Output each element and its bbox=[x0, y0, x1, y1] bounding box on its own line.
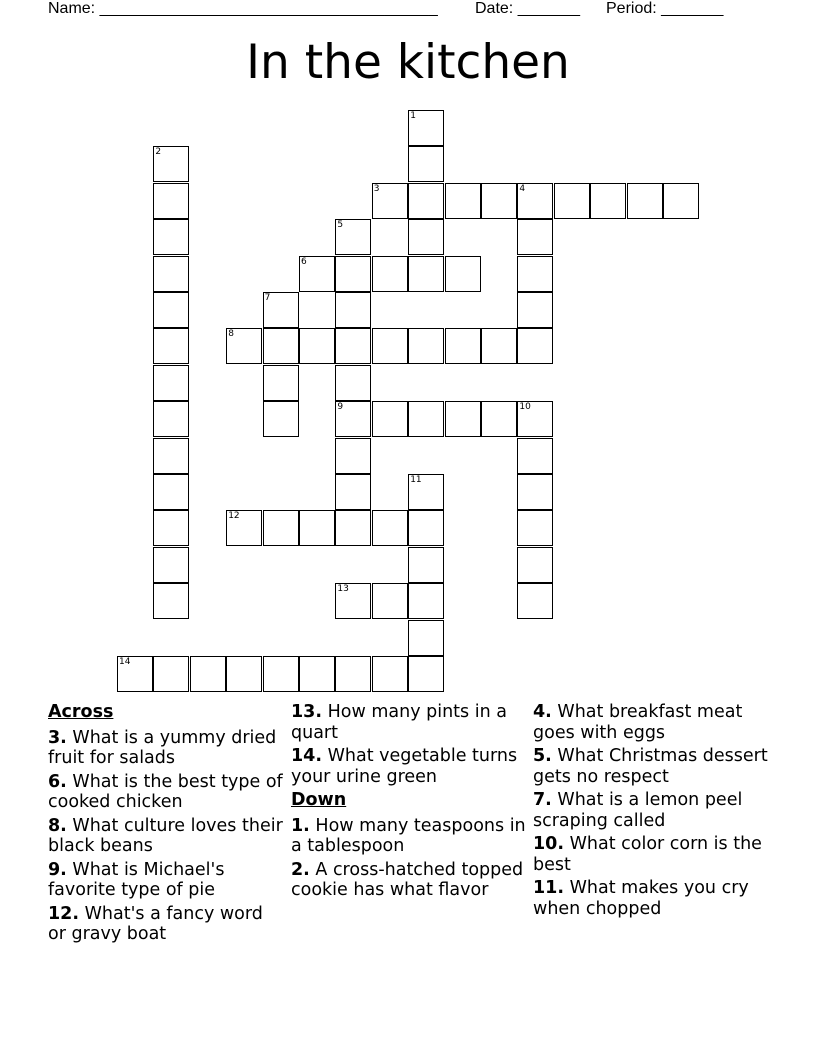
clue-down-2: 2. A cross-hatched topped cookie has what flavor bbox=[291, 859, 524, 900]
clue-down-10: 10. What color corn is the best bbox=[533, 834, 762, 875]
grid-cell[interactable] bbox=[408, 547, 444, 583]
grid-cell[interactable] bbox=[153, 328, 189, 364]
grid-cell[interactable] bbox=[335, 365, 371, 401]
clue-across-14: 14. What vegetable turns your urine green bbox=[291, 746, 518, 787]
grid-cell[interactable] bbox=[335, 583, 371, 619]
clues-column-2 bbox=[291, 702, 526, 904]
grid-cell[interactable] bbox=[335, 438, 371, 474]
grid-cell[interactable] bbox=[517, 256, 553, 292]
grid-cell[interactable] bbox=[517, 547, 553, 583]
grid-cell[interactable] bbox=[335, 292, 371, 328]
clue-down-5: 5. What Christmas dessert gets no respect bbox=[533, 746, 768, 787]
grid-cell[interactable] bbox=[481, 183, 517, 219]
grid-cell[interactable] bbox=[153, 510, 189, 546]
grid-cell[interactable] bbox=[408, 328, 444, 364]
grid-cell[interactable] bbox=[335, 219, 371, 255]
grid-cell[interactable] bbox=[408, 146, 444, 182]
grid-cell[interactable] bbox=[263, 292, 299, 328]
clue-number: 6 bbox=[301, 256, 307, 267]
clue-number: 13 bbox=[337, 584, 349, 595]
grid-cell[interactable] bbox=[408, 401, 444, 437]
clue-across-12: 12. What's a fancy word or gravy boat bbox=[48, 903, 263, 944]
grid-cell[interactable] bbox=[517, 510, 553, 546]
grid-cell[interactable] bbox=[299, 256, 335, 292]
grid-cell[interactable] bbox=[408, 183, 444, 219]
clue-number: 8 bbox=[228, 329, 234, 340]
grid-cell[interactable] bbox=[408, 656, 444, 692]
grid-cell[interactable] bbox=[335, 656, 371, 692]
grid-cell[interactable] bbox=[335, 474, 371, 510]
clue-number: 1 bbox=[410, 111, 416, 121]
grid-cell[interactable] bbox=[372, 401, 408, 437]
grid-cell[interactable] bbox=[153, 183, 189, 219]
clues-column-1 bbox=[48, 702, 283, 948]
grid-cell[interactable] bbox=[517, 401, 553, 437]
clue-number: 2 bbox=[155, 147, 162, 158]
grid-cell[interactable] bbox=[372, 656, 408, 692]
grid-cell[interactable] bbox=[299, 328, 335, 364]
grid-cell[interactable] bbox=[408, 510, 444, 546]
grid-cell[interactable] bbox=[554, 183, 590, 219]
clue-number: 10 bbox=[519, 402, 531, 413]
grid-cell[interactable] bbox=[263, 365, 299, 401]
grid-cell[interactable] bbox=[408, 583, 444, 619]
date-field-label: Date: _______ bbox=[475, 0, 580, 17]
grid-cell[interactable] bbox=[153, 474, 189, 510]
grid-cell[interactable] bbox=[153, 292, 189, 328]
grid-cell[interactable] bbox=[372, 183, 408, 219]
grid-cell[interactable] bbox=[517, 328, 553, 364]
grid-cell[interactable] bbox=[445, 401, 481, 437]
grid-cell[interactable] bbox=[445, 328, 481, 364]
page-title: In the kitchen bbox=[246, 35, 570, 90]
clue-number: 14 bbox=[119, 657, 131, 667]
grid-cell[interactable] bbox=[263, 328, 299, 364]
grid-cell[interactable] bbox=[153, 401, 189, 437]
grid-cell[interactable] bbox=[335, 510, 371, 546]
clue-across-8: 8. What culture loves their black beans bbox=[48, 815, 283, 856]
grid-cell[interactable] bbox=[226, 328, 262, 364]
grid-cell[interactable] bbox=[517, 583, 553, 619]
grid-cell[interactable] bbox=[408, 474, 444, 510]
grid-cell[interactable] bbox=[153, 256, 189, 292]
clue-across-3: 3. What is a yummy dried fruit for salads bbox=[48, 727, 277, 768]
clue-number: 4 bbox=[519, 183, 526, 194]
grid-cell[interactable] bbox=[299, 510, 335, 546]
grid-cell[interactable] bbox=[627, 183, 663, 219]
grid-cell[interactable] bbox=[117, 656, 153, 692]
clue-number: 11 bbox=[410, 475, 422, 485]
clue-down-7: 7. What is a lemon peel scraping called bbox=[533, 790, 743, 831]
period-field-label: Period: _______ bbox=[606, 0, 724, 17]
clue-across-13: 13. How many pints in a quart bbox=[291, 702, 507, 743]
grid-cell[interactable] bbox=[372, 510, 408, 546]
grid-cell[interactable] bbox=[153, 656, 189, 692]
grid-cell[interactable] bbox=[408, 256, 444, 292]
grid-cell[interactable] bbox=[226, 656, 262, 692]
grid-cell[interactable] bbox=[590, 183, 626, 219]
grid-cell[interactable] bbox=[226, 510, 262, 546]
grid-cell[interactable] bbox=[481, 328, 517, 364]
down-heading: Down bbox=[291, 790, 347, 810]
clue-across-6: 6. What is the best type of cooked chicken bbox=[48, 771, 283, 812]
grid-cell[interactable] bbox=[335, 328, 371, 364]
across-heading: Across bbox=[48, 702, 114, 722]
clue-number: 7 bbox=[264, 293, 271, 303]
grid-cell[interactable] bbox=[263, 656, 299, 692]
grid-cell[interactable] bbox=[517, 219, 553, 255]
grid-cell[interactable] bbox=[299, 656, 335, 692]
grid-cell[interactable] bbox=[263, 401, 299, 437]
grid-cell[interactable] bbox=[153, 365, 189, 401]
grid-cell[interactable] bbox=[481, 401, 517, 437]
grid-cell[interactable] bbox=[517, 292, 553, 328]
grid-cell[interactable] bbox=[190, 656, 226, 692]
grid-cell[interactable] bbox=[153, 146, 189, 182]
grid-cell[interactable] bbox=[517, 183, 553, 219]
grid-cell[interactable] bbox=[153, 547, 189, 583]
grid-cell[interactable] bbox=[372, 256, 408, 292]
clue-number: 12 bbox=[228, 511, 240, 522]
grid-cell[interactable] bbox=[408, 620, 444, 656]
clue-down-11: 11. What makes you cry when chopped bbox=[533, 878, 749, 919]
grid-cell[interactable] bbox=[263, 510, 299, 546]
grid-cell[interactable] bbox=[517, 474, 553, 510]
grid-cell[interactable] bbox=[517, 438, 553, 474]
grid-cell[interactable] bbox=[663, 183, 699, 219]
clue-number: 3 bbox=[373, 183, 380, 194]
clue-down-1: 1. How many teaspoons in a tablespoon bbox=[291, 815, 526, 856]
grid-cell[interactable] bbox=[372, 328, 408, 364]
grid-cell[interactable] bbox=[408, 219, 444, 255]
grid-cell[interactable] bbox=[445, 183, 481, 219]
clue-down-4: 4. What breakfast meat goes with eggs bbox=[533, 702, 743, 743]
grid-cell[interactable] bbox=[408, 110, 444, 146]
grid-cell[interactable] bbox=[445, 256, 481, 292]
grid-cell[interactable] bbox=[153, 583, 189, 619]
grid-cell[interactable] bbox=[372, 583, 408, 619]
clue-across-9: 9. What is Michael's favorite type of pie bbox=[48, 859, 225, 900]
grid-cell[interactable] bbox=[153, 438, 189, 474]
clue-number: 9 bbox=[337, 402, 344, 413]
grid-cell[interactable] bbox=[335, 401, 371, 437]
grid-cell[interactable] bbox=[335, 256, 371, 292]
clue-number: 5 bbox=[337, 220, 344, 231]
clues-column-3 bbox=[533, 702, 773, 922]
grid-cell[interactable] bbox=[153, 219, 189, 255]
name-field-label: Name: ______________________________________ bbox=[48, 0, 438, 17]
